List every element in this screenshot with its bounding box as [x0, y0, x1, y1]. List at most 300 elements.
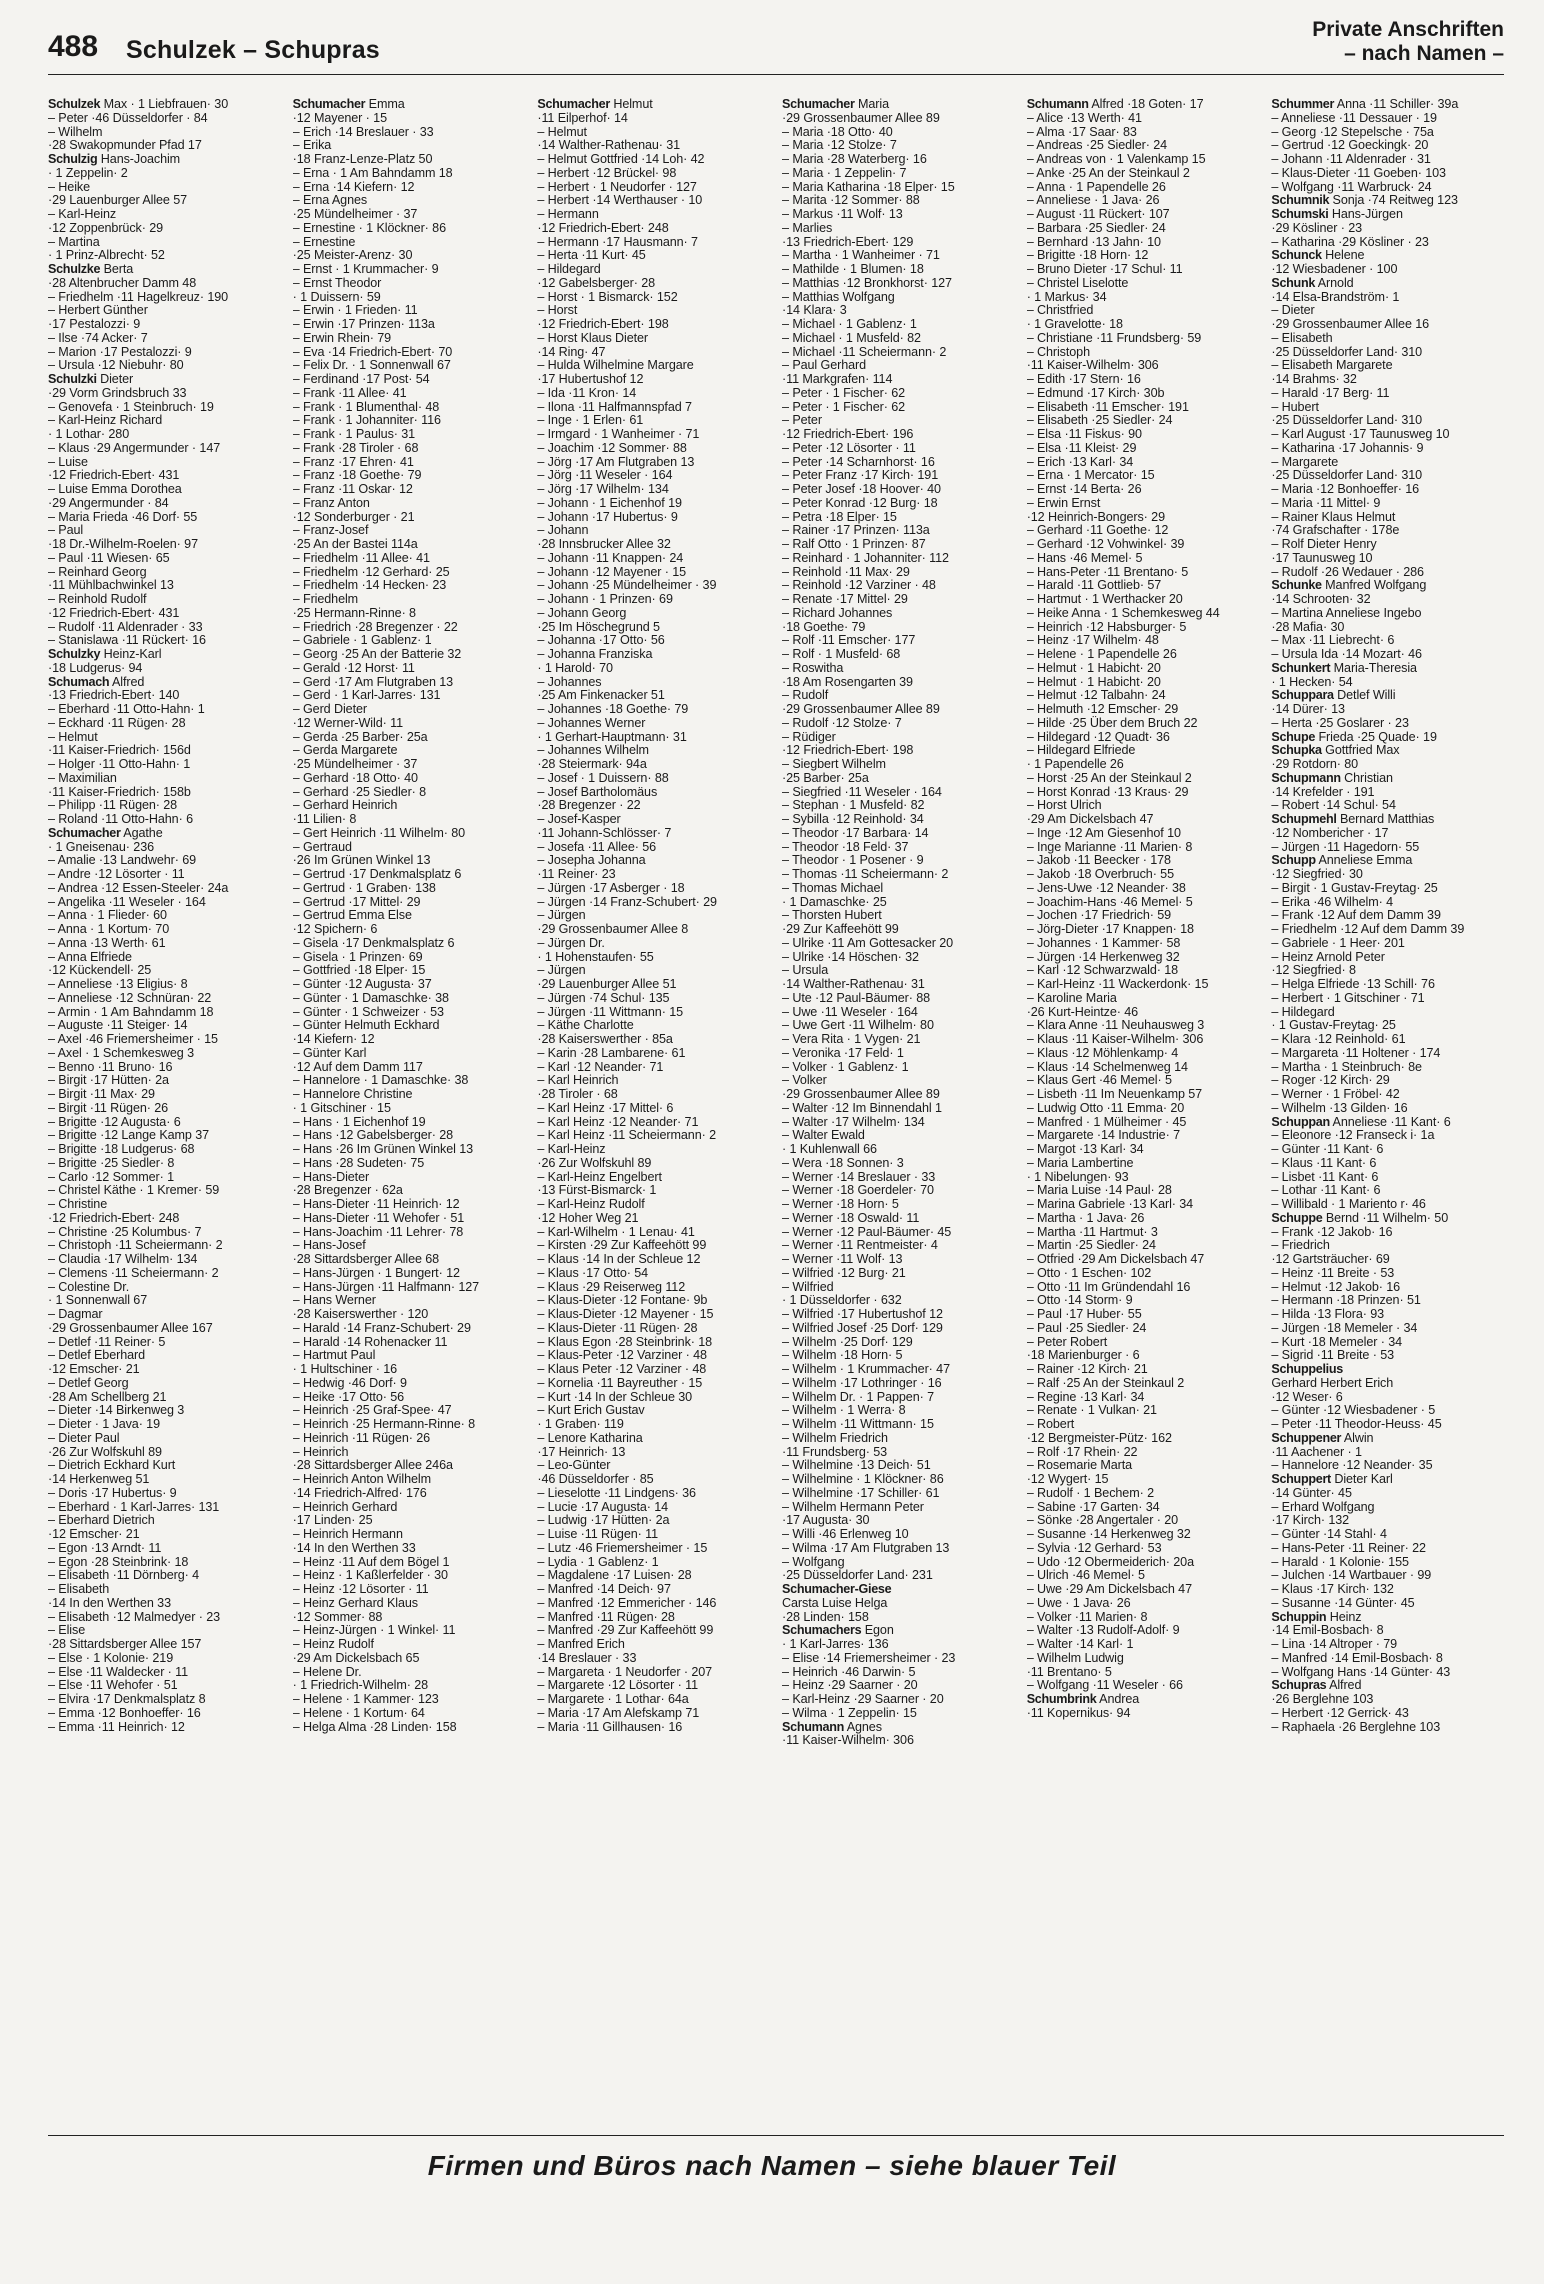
- directory-entry: – Brigitte ·12 Augusta· 6: [48, 1114, 181, 1129]
- directory-entry: – Mathilde · 1 Blumen· 18: [782, 262, 924, 276]
- directory-entry: – Peter Konrad ·12 Burg· 18: [782, 495, 938, 510]
- directory-entry: – Christiane ·11 Frundsberg· 59: [1026, 330, 1202, 345]
- directory-entry: – Karl Heinz ·11 Scheiermann· 2: [537, 1128, 717, 1143]
- directory-entry: ·12 Siegfried· 8: [1271, 963, 1356, 978]
- directory-entry: – Jakob ·11 Beecker · 178: [1026, 853, 1171, 868]
- directory-entry: – Klaus ·14 Schelmenweg 14: [1026, 1059, 1188, 1074]
- directory-entry: [1271, 208, 1510, 222]
- directory-entry: – Reinhard · 1 Johanniter· 112: [782, 550, 949, 565]
- directory-entry: [1271, 1611, 1510, 1625]
- directory-entry: – Heinrich ·25 Hermann-Rinne· 8: [292, 1417, 476, 1431]
- directory-entry: – Robert: [1026, 1417, 1075, 1431]
- directory-entry: – Ursula Ida ·14 Mozart· 46: [1271, 647, 1422, 661]
- directory-entry: ·26 Berglehne 103: [1271, 1692, 1374, 1706]
- family-name: Schulzki: [48, 372, 97, 386]
- directory-entry: – Theodor · 1 Posener · 9: [782, 853, 924, 868]
- directory-entry: ·18 Am Rosengarten 39: [782, 674, 913, 689]
- directory-entry: – Elisabeth ·11 Dörnberg· 4: [48, 1568, 200, 1583]
- directory-entry: – Hans · 1 Eichenhof 19: [292, 1114, 426, 1129]
- directory-entry: – Heinz Gerhard Klaus: [292, 1595, 418, 1610]
- directory-entry: – Marion ·17 Pestalozzi· 9: [48, 344, 192, 359]
- directory-entry: – Karl Heinz ·17 Mittel· 6: [537, 1100, 674, 1115]
- directory-entry: – Günter Helmuth Eckhard: [292, 1018, 440, 1033]
- directory-entry: ·12 Gabelsberger· 28: [537, 275, 656, 290]
- directory-entry: – Ulrike ·11 Am Gottesacker 20: [782, 935, 954, 950]
- directory-entry: ·12 Emscher· 21: [48, 1362, 140, 1376]
- directory-entry: ·29 Grossenbaumer Allee 16: [1271, 317, 1430, 331]
- directory-entry: ·12 Weser· 6: [1271, 1389, 1343, 1404]
- directory-entry: – Dieter ·14 Birkenweg 3: [48, 1403, 185, 1418]
- directory-entry: – Sönke ·28 Angertaler · 20: [1026, 1513, 1179, 1528]
- directory-entry: – Maria Katharina ·18 Elper· 15: [782, 179, 955, 194]
- directory-entry: – Klaus ·11 Kaiser-Wilhelm· 306: [1026, 1032, 1204, 1046]
- directory-entry: – Doris ·17 Hubertus· 9: [48, 1485, 177, 1500]
- directory-entry: – Regine ·13 Karl· 34: [1026, 1389, 1145, 1404]
- directory-entry: – Luise ·11 Rügen· 11: [537, 1527, 658, 1541]
- directory-entry: – Jens-Uwe ·12 Neander· 38: [1026, 880, 1186, 895]
- family-name: Schumski: [1271, 207, 1329, 221]
- directory-entry: · 1 Hohenstaufen· 55: [537, 949, 654, 964]
- directory-entry: – Günter · 1 Damaschke· 38: [292, 990, 449, 1005]
- directory-entry: – Paul ·25 Siedler· 24: [1026, 1320, 1147, 1335]
- directory-entry: ·25 Meister-Arenz· 30: [292, 248, 413, 263]
- directory-entry: [48, 373, 287, 387]
- directory-entry: ·29 Kösliner · 23: [1271, 220, 1363, 235]
- directory-entry: ·28 Altenbrucher Damm 48: [48, 275, 197, 290]
- directory-entry: – Carlo ·12 Sommer· 1: [48, 1169, 174, 1184]
- entry-detail: Maria-Theresia: [1330, 660, 1417, 675]
- directory-entry: [1271, 579, 1510, 593]
- directory-entry: – Benno ·11 Bruno· 16: [48, 1059, 173, 1074]
- directory-entry: – Anna · 1 Kortum· 70: [48, 922, 170, 936]
- directory-entry: – Erika ·46 Wilhelm· 4: [1271, 894, 1394, 909]
- directory-entry: – Rudolf ·26 Wedauer · 286: [1271, 564, 1424, 579]
- directory-entry: – Wilfried: [782, 1279, 834, 1294]
- directory-entry: – Margarete: [1271, 454, 1339, 469]
- directory-entry: ·29 Grossenbaumer Allee 89: [782, 110, 940, 125]
- directory-entry: – Herbert ·12 Brückel· 98: [537, 165, 677, 180]
- entry-detail: Arnold: [1315, 275, 1354, 290]
- directory-entry: – Hermann ·18 Prinzen· 51: [1271, 1293, 1421, 1308]
- directory-entry: – Frank · 1 Blumenthal· 48: [292, 399, 440, 414]
- directory-entry: [1271, 1363, 1510, 1377]
- directory-entry: – Heinz ·11 Breite · 53: [1271, 1265, 1395, 1280]
- directory-entry: ·25 Düsseldorfer Land· 310: [1271, 344, 1423, 359]
- directory-entry: – Gerhard ·11 Goethe· 12: [1026, 523, 1169, 538]
- directory-entry: – Robert ·14 Schul· 54: [1271, 798, 1396, 813]
- directory-entry: – Eckhard ·11 Rügen· 28: [48, 715, 186, 730]
- directory-entry: [1271, 731, 1510, 745]
- directory-entry: ·25 Mündelheimer · 37: [292, 757, 418, 771]
- directory-entry: – Jürgen ·18 Memeler · 34: [1271, 1320, 1418, 1335]
- directory-entry: – Michael ·11 Scheiermann· 2: [782, 344, 947, 359]
- directory-entry: – Josef Bartholomäus: [537, 784, 658, 799]
- directory-entry: – Herbert ·14 Werthauser · 10: [537, 193, 703, 208]
- directory-entry: – Margarete · 1 Lothar· 64a: [537, 1692, 689, 1706]
- directory-entry: – Detlef ·11 Reiner· 5: [48, 1334, 166, 1349]
- directory-entry: – Petra ·18 Elper· 15: [782, 509, 897, 524]
- directory-entry: – Helga Alma ·28 Linden· 158: [292, 1719, 457, 1734]
- family-name: Schumann: [782, 1719, 844, 1734]
- directory-entry: – Gertraud: [292, 839, 352, 854]
- directory-entry: · 1 Gustav-Freytag· 25: [1271, 1018, 1396, 1033]
- directory-entry: – Elsa ·11 Fiskus· 90: [1026, 427, 1142, 441]
- directory-entry: – Peter Robert: [1026, 1334, 1108, 1349]
- directory-entry: – Johann ·12 Mayener · 15: [537, 564, 687, 579]
- directory-entry: – Frank · 1 Johanniter· 116: [292, 413, 441, 428]
- directory-entry: – Manfred ·14 Emil-Bosbach· 8: [1271, 1650, 1443, 1665]
- family-name: Schumach: [48, 674, 110, 689]
- directory-entry: – Manfred ·12 Emmericher · 146: [537, 1595, 717, 1610]
- directory-entry: ·14 Brahms· 32: [1271, 372, 1357, 386]
- directory-entry: – Rolf ·11 Emscher· 177: [782, 633, 916, 648]
- entry-detail: Sonja ·74 Reitweg 123: [1329, 193, 1458, 208]
- directory-entry: – Martina Anneliese Ingebo: [1271, 605, 1422, 620]
- directory-entry: – Christoph: [1026, 344, 1090, 359]
- directory-entry: ·18 Ludgerus· 94: [48, 660, 143, 675]
- directory-entry: – Maria ·28 Waterberg· 16: [782, 152, 927, 166]
- directory-entry: – Wolfgang Hans ·14 Günter· 43: [1271, 1664, 1451, 1679]
- directory-entry: – Heinz Arnold Peter: [1271, 949, 1385, 964]
- directory-entry: – Erich ·14 Breslauer · 33: [292, 124, 434, 139]
- directory-entry: – Wilhelmine ·17 Schiller· 61: [782, 1485, 940, 1500]
- directory-entry: ·29 Grossenbaumer Allee 167: [48, 1320, 213, 1335]
- directory-entry: – Helmuth ·12 Emscher· 29: [1026, 702, 1179, 716]
- directory-entry: – Detlef Georg: [48, 1375, 129, 1390]
- directory-entry: – Renate ·17 Mittel· 29: [782, 592, 908, 606]
- family-name: Schuppelius: [1271, 1362, 1343, 1376]
- directory-entry: – Edith ·17 Stern· 16: [1026, 372, 1141, 386]
- directory-entry: – Harald ·11 Gottlieb· 57: [1026, 578, 1162, 593]
- directory-entry: – Hedwig ·46 Dorf· 9: [292, 1375, 407, 1390]
- directory-entry: – Horst Ulrich: [1026, 798, 1102, 813]
- directory-entry: – Walter ·14 Karl· 1: [1026, 1637, 1134, 1651]
- directory-entry: – Helene · 1 Papendelle 26: [1026, 647, 1177, 661]
- directory-entry: ·14 Breslauer · 33: [537, 1650, 637, 1665]
- directory-entry: – Maximilian: [48, 770, 117, 785]
- directory-entry: – Rolf · 1 Musfeld· 68: [782, 647, 901, 661]
- directory-entry: – Lenore Katharina: [537, 1430, 643, 1445]
- directory-entry: ·12 Siegfried· 30: [1271, 867, 1363, 881]
- directory-entry: – Horst ·25 An der Steinkaul 2: [1026, 770, 1192, 785]
- directory-entry: – Georg ·25 An der Batterie 32: [292, 647, 462, 661]
- family-name: Schuppert: [1271, 1472, 1331, 1486]
- directory-entry: ·11 Kaiser-Friedrich· 156d: [48, 743, 191, 758]
- directory-entry: – Rosemarie Marta: [1026, 1458, 1133, 1473]
- directory-entry: ·29 Am Dickelsbach 47: [1026, 812, 1154, 826]
- directory-entry: ·26 Zur Wolfskuhl 89: [537, 1155, 652, 1170]
- directory-entry: ·14 In den Werthen 33: [48, 1595, 171, 1610]
- directory-entry: – Ferdinand ·17 Post· 54: [292, 372, 430, 386]
- directory-entry: [1271, 772, 1510, 786]
- directory-entry: ·29 Rotdorn· 80: [1271, 757, 1359, 771]
- directory-entry: – Luise: [48, 454, 88, 469]
- directory-entry: – Hans-Dieter ·11 Wehofer · 51: [292, 1210, 465, 1225]
- directory-entry: – Johanna ·17 Otto· 56: [537, 633, 665, 648]
- directory-entry: – Wolfgang: [782, 1554, 845, 1569]
- directory-entry: – Wilhelm ·17 Lothringer · 16: [782, 1375, 942, 1390]
- directory-entry: – Karl-Heinz Engelbert: [537, 1169, 662, 1184]
- directory-entry: – Anna ·13 Werth· 61: [48, 935, 166, 950]
- directory-entry: – Roswitha: [782, 660, 844, 675]
- directory-entry: – Horst Klaus Dieter: [537, 330, 649, 345]
- directory-entry: · 1 Harold· 70: [537, 660, 613, 675]
- directory-entry: – Karl-Heinz: [48, 207, 117, 221]
- directory-entry: – Rudolf ·12 Stolze· 7: [782, 715, 902, 730]
- directory-entry: – Heinz · 1 Kaßlerfelder · 30: [292, 1568, 448, 1583]
- directory-entry: ·12 Spichern· 6: [292, 922, 378, 936]
- directory-entry: – Harald ·14 Franz-Schubert· 29: [292, 1320, 471, 1335]
- directory-entry: – Otto ·14 Storm· 9: [1026, 1293, 1133, 1308]
- directory-entry: – Richard Johannes: [782, 605, 893, 620]
- directory-entry: – Katharina ·29 Kösliner · 23: [1271, 234, 1429, 249]
- directory-entry: – Peter ·11 Theodor-Heuss· 45: [1271, 1417, 1442, 1431]
- directory-entry: ·11 Aachener · 1: [1271, 1444, 1362, 1459]
- directory-entry: – Hans-Josef: [292, 1238, 366, 1253]
- directory-entry: – Helmut Gottfried ·14 Loh· 42: [537, 152, 705, 166]
- directory-entry: – Klaus ·17 Kirch· 132: [1271, 1582, 1394, 1596]
- directory-entry: – Hans ·28 Sudeten· 75: [292, 1155, 425, 1170]
- entry-detail: Hans-Jürgen: [1328, 207, 1403, 221]
- directory-entry: – Heinrich ·11 Rügen· 26: [292, 1430, 431, 1445]
- directory-entry: – Jürgen: [537, 908, 586, 923]
- entry-detail: Max · 1 Liebfrauen· 30: [100, 98, 229, 111]
- directory-entry: – Rudolf ·11 Aldenrader · 33: [48, 619, 203, 634]
- directory-entry: – Veronika ·17 Feld· 1: [782, 1045, 904, 1060]
- directory-entry: – Heinrich ·25 Graf-Spee· 47: [292, 1403, 452, 1418]
- family-name: Schumbrink: [1026, 1692, 1097, 1706]
- directory-entry: – Klaus-Dieter ·11 Rügen· 28: [537, 1320, 698, 1335]
- directory-entry: – Volker: [782, 1073, 827, 1088]
- directory-entry: ·17 Augusta· 30: [782, 1513, 870, 1528]
- directory-entry: – Karoline Maria: [1026, 990, 1117, 1005]
- directory-entry: – Volker ·11 Marien· 8: [1026, 1609, 1148, 1624]
- directory-entry: ·12 Bergmeister-Pütz· 162: [1026, 1430, 1172, 1445]
- directory-entry: – Hulda Wilhelmine Margare: [537, 358, 694, 373]
- directory-entry: – Helga Elfriede ·13 Schill· 76: [1271, 977, 1435, 991]
- directory-entry: – Manfred · 1 Mülheimer · 45: [1026, 1114, 1187, 1129]
- directory-entry: – Hans ·26 Im Grünen Winkel 13: [292, 1142, 474, 1156]
- directory-entry: – Andrea ·12 Essen-Steeler· 24a: [48, 880, 229, 895]
- directory-entry: ·11 Lilien· 8: [292, 812, 357, 826]
- directory-entry: [1271, 1212, 1510, 1226]
- directory-entry: – Erwin · 1 Frieden· 11: [292, 303, 418, 318]
- directory-entry: – Thomas Michael: [782, 880, 884, 895]
- directory-entry: – Herta ·11 Kurt· 45: [537, 248, 646, 263]
- directory-entry: ·17 Kirch· 132: [1271, 1513, 1350, 1528]
- directory-entry: – Josepha Johanna: [537, 853, 646, 868]
- entry-detail: Dieter: [96, 372, 134, 386]
- directory-entry: – Birgit · 1 Gustav-Freytag· 25: [1271, 880, 1438, 895]
- directory-entry: – Ilse ·74 Acker· 7: [48, 330, 148, 345]
- directory-entry: – Manfred ·11 Rügen· 28: [537, 1609, 675, 1624]
- directory-entry: – Armin · 1 Am Bahndamm 18: [48, 1004, 214, 1019]
- directory-entry: – Karl ·12 Neander· 71: [537, 1059, 664, 1074]
- directory-entry: – Karl-Heinz ·11 Wackerdonk· 15: [1026, 977, 1209, 991]
- directory-entry: – Werner ·18 Goerdeler· 70: [782, 1183, 934, 1198]
- directory-entry: [1271, 813, 1510, 827]
- directory-entry: – Gottfried ·18 Elper· 15: [292, 963, 426, 978]
- directory-entry: – Martha · 1 Steinbruch· 8e: [1271, 1059, 1422, 1074]
- directory-entry: – Kirsten ·29 Zur Kaffeehött 99: [537, 1238, 707, 1253]
- directory-entry: – Elisabeth ·12 Malmedyer · 23: [48, 1609, 220, 1624]
- directory-entry: ·29 Lauenburger Allee 51: [537, 977, 677, 991]
- directory-entry: – Clemens ·11 Scheiermann· 2: [48, 1265, 219, 1280]
- directory-entry: – Eleonore ·12 Franseck i· 1a: [1271, 1128, 1435, 1143]
- directory-entry: ·12 Gartsträucher· 69: [1271, 1252, 1390, 1266]
- directory-entry: – Klaus ·17 Otto· 54: [537, 1265, 649, 1280]
- directory-entry: – Hans-Joachim ·11 Lehrer· 78: [292, 1224, 464, 1239]
- directory-entry: – Michael · 1 Gablenz· 1: [782, 317, 917, 331]
- directory-entry: – Hermann ·17 Hausmann· 7: [537, 234, 698, 249]
- directory-entry: ·14 Emil-Bosbach· 8: [1271, 1623, 1384, 1638]
- directory-entry: – Christine ·25 Kolumbus· 7: [48, 1224, 202, 1239]
- directory-entry: [782, 98, 1021, 112]
- entry-detail: Andrea: [1096, 1692, 1140, 1706]
- directory-entry: – Axel · 1 Schemkesweg 3: [48, 1045, 195, 1060]
- directory-entry: – Helene · 1 Kortum· 64: [292, 1705, 425, 1720]
- directory-entry: – Ralf Otto · 1 Prinzen· 87: [782, 537, 926, 551]
- directory-entry: [48, 648, 287, 662]
- directory-entry: – Peter ·46 Düsseldorfer · 84: [48, 110, 208, 125]
- directory-entry: · 1 Kuhlenwall 66: [782, 1142, 877, 1156]
- family-name: Schunk: [1271, 275, 1316, 290]
- directory-entry: – Sybilla ·12 Reinhold· 34: [782, 812, 924, 826]
- directory-entry: – Peter Franz ·17 Kirch· 191: [782, 468, 939, 483]
- directory-entry: – Martha · 1 Wanheimer · 71: [782, 248, 940, 263]
- section-title: [1312, 18, 1504, 66]
- directory-entry: – Margarete ·12 Lösorter · 11: [537, 1678, 699, 1693]
- directory-entry: ·25 Düsseldorfer Land· 310: [1271, 413, 1423, 428]
- directory-entry: ·11 Kaiser-Friedrich· 158b: [48, 784, 191, 799]
- directory-entry: – Peter ·12 Lösorter · 11: [782, 440, 916, 455]
- directory-entry: ·28 Sittardsberger Allee 157: [48, 1637, 202, 1651]
- directory-entry: – Klaus ·11 Kant· 6: [1271, 1155, 1377, 1170]
- directory-entry: · 1 Sonnenwall 67: [48, 1293, 148, 1308]
- directory-entry: – Helmut · 1 Habicht· 20: [1026, 660, 1161, 675]
- directory-entry: – Horst · 1 Bismarck· 152: [537, 289, 678, 304]
- directory-entry: – Hildegard: [537, 262, 601, 276]
- directory-entry: ·14 Walther-Rathenau· 31: [537, 138, 681, 153]
- directory-entry: · 1 Gneisenau· 236: [48, 839, 155, 854]
- directory-entry: – Helmut ·12 Talbahn· 24: [1026, 688, 1166, 703]
- directory-entry: – Willi ·46 Erlenweg 10: [782, 1527, 909, 1541]
- directory-entry: [537, 98, 776, 112]
- directory-entry: – Johann ·11 Aldenrader · 31: [1271, 152, 1431, 166]
- directory-entry: – Gert Heinrich ·11 Wilhelm· 80: [292, 825, 466, 840]
- directory-entry: ·12 Nombericher · 17: [1271, 825, 1389, 840]
- directory-entry: – Jörg-Dieter ·17 Knappen· 18: [1026, 922, 1194, 936]
- directory-entry: – Rudolf: [782, 688, 829, 703]
- directory-entry: – Karl-Wilhelm · 1 Lenau· 41: [537, 1224, 695, 1239]
- directory-entry: – Paul: [48, 523, 84, 538]
- directory-entry: – Wilhelm ·11 Wittmann· 15: [782, 1417, 934, 1431]
- directory-entry: – Otto · 1 Eschen· 102: [1026, 1265, 1152, 1280]
- directory-entry: – Hans-Dieter: [292, 1169, 370, 1184]
- directory-entry: – Matthias ·12 Bronkhorst· 127: [782, 275, 952, 290]
- directory-entry: ·74 Grafschafter · 178e: [1271, 523, 1400, 538]
- directory-entry: – Heinrich Anton Wilhelm: [292, 1472, 431, 1486]
- directory-entry: – Ernst · 1 Krummacher· 9: [292, 262, 439, 276]
- family-name: Schumacher: [48, 825, 121, 840]
- directory-entry: ·14 Klara· 3: [782, 303, 847, 318]
- directory-entry: ·25 Barber· 25a: [782, 770, 869, 785]
- family-name: Schunkert: [1271, 660, 1331, 675]
- directory-entry: – Jürgen ·11 Hagedorn· 55: [1271, 839, 1420, 854]
- directory-entry: – Frank ·28 Tiroler · 68: [292, 440, 419, 455]
- directory-entry: – Andreas ·25 Siedler· 24: [1026, 138, 1168, 153]
- directory-entry: – Reinhold ·11 Max· 29: [782, 564, 910, 579]
- directory-entry: – Friedrich ·28 Bregenzer · 22: [292, 619, 458, 634]
- directory-entry: – Helmut: [537, 124, 587, 139]
- directory-entry: – Sabine ·17 Garten· 34: [1026, 1499, 1160, 1514]
- directory-entry: ·12 Friedrich-Ebert· 248: [537, 220, 669, 235]
- directory-entry: – Wilhelmine ·13 Deich· 51: [782, 1458, 931, 1473]
- directory-entry: ·12 Kückendell· 25: [48, 963, 152, 978]
- entry-detail: Emma: [365, 98, 405, 111]
- directory-entry: – Dieter Paul: [48, 1430, 120, 1445]
- directory-entry: – Käthe Charlotte: [537, 1018, 634, 1033]
- directory-entry: – Martin ·25 Siedler· 24: [1026, 1238, 1156, 1253]
- directory-entry: – Karl August ·17 Taunusweg 10: [1271, 427, 1450, 441]
- directory-entry: · 1 Papendelle 26: [1026, 757, 1124, 771]
- directory-entry: · 1 Prinz-Albrecht· 52: [48, 248, 165, 263]
- directory-entry: – Herta ·25 Goslarer · 23: [1271, 715, 1409, 730]
- entry-detail: Agnes: [844, 1719, 882, 1734]
- entry-detail: Bernd ·11 Wilhelm· 50: [1322, 1210, 1449, 1225]
- directory-entry: ·17 Pestalozzi· 9: [48, 317, 141, 331]
- directory-entry: – Erich ·13 Karl· 34: [1026, 454, 1134, 469]
- directory-entry: – Kurt ·14 In der Schleue 30: [537, 1389, 693, 1404]
- directory-entry: ·11 Reiner· 23: [537, 867, 616, 881]
- directory-entry: ·25 Düsseldorfer Land· 231: [782, 1568, 933, 1583]
- family-name: Schumnik: [1271, 193, 1330, 208]
- directory-entry: – Jürgen Dr.: [537, 935, 605, 950]
- entry-detail: Manfred Wolfgang: [1321, 578, 1427, 593]
- directory-entry: – Werner · 1 Fröbel· 42: [1271, 1087, 1400, 1101]
- directory-entry: – Dieter · 1 Java· 19: [48, 1417, 160, 1431]
- directory-entry: – Erhard Wolfgang: [1271, 1499, 1375, 1514]
- directory-entry: · 1 Damaschke· 25: [782, 894, 887, 909]
- directory-entry: ·14 Dürer· 13: [1271, 702, 1345, 716]
- directory-entry: ·17 Taunusweg 10: [1271, 550, 1373, 565]
- directory-entry: · 1 Duissern· 59: [292, 289, 381, 304]
- directory-entry: ·14 Kiefern· 12: [292, 1032, 375, 1046]
- directory-entry: – Klaus-Dieter ·12 Mayener · 15: [537, 1307, 714, 1321]
- directory-entry: – Lisbeth ·11 Im Neuenkamp 57: [1026, 1087, 1203, 1101]
- directory-entry: – Thorsten Hubert: [782, 908, 882, 923]
- directory-entry: – Ernst Theodor: [292, 275, 382, 290]
- directory-entry: ·13 Friedrich-Ebert· 129: [782, 234, 914, 249]
- directory-entry: – Maria ·18 Otto· 40: [782, 124, 893, 139]
- directory-entry: [48, 827, 287, 841]
- directory-entry: – Martina: [48, 234, 100, 249]
- directory-entry: – Maria Lambertine: [1026, 1155, 1134, 1170]
- directory-entry: – Klaus-Dieter ·11 Goeben· 103: [1271, 165, 1446, 180]
- directory-entry: – Magdalene ·17 Luisen· 28: [537, 1568, 692, 1583]
- directory-entry: – Andre ·12 Lösorter · 11: [48, 867, 185, 881]
- directory-entry: – Lydia · 1 Gablenz· 1: [537, 1554, 659, 1569]
- family-name: Schupka: [1271, 743, 1322, 758]
- directory-entry: – Karin ·28 Lambarene· 61: [537, 1045, 686, 1060]
- directory-entry: – Hannelore · 1 Damaschke· 38: [292, 1073, 469, 1088]
- directory-entry: – Wera ·18 Sonnen· 3: [782, 1155, 904, 1170]
- directory-entry: – Angelika ·11 Weseler · 164: [48, 894, 206, 909]
- directory-entry: – Franz ·17 Ehren· 41: [292, 454, 414, 469]
- directory-entry: – Ernestine: [292, 234, 356, 249]
- directory-entry: – Hans Werner: [292, 1293, 376, 1308]
- directory-entry: – Maria ·12 Stolze· 7: [782, 138, 897, 153]
